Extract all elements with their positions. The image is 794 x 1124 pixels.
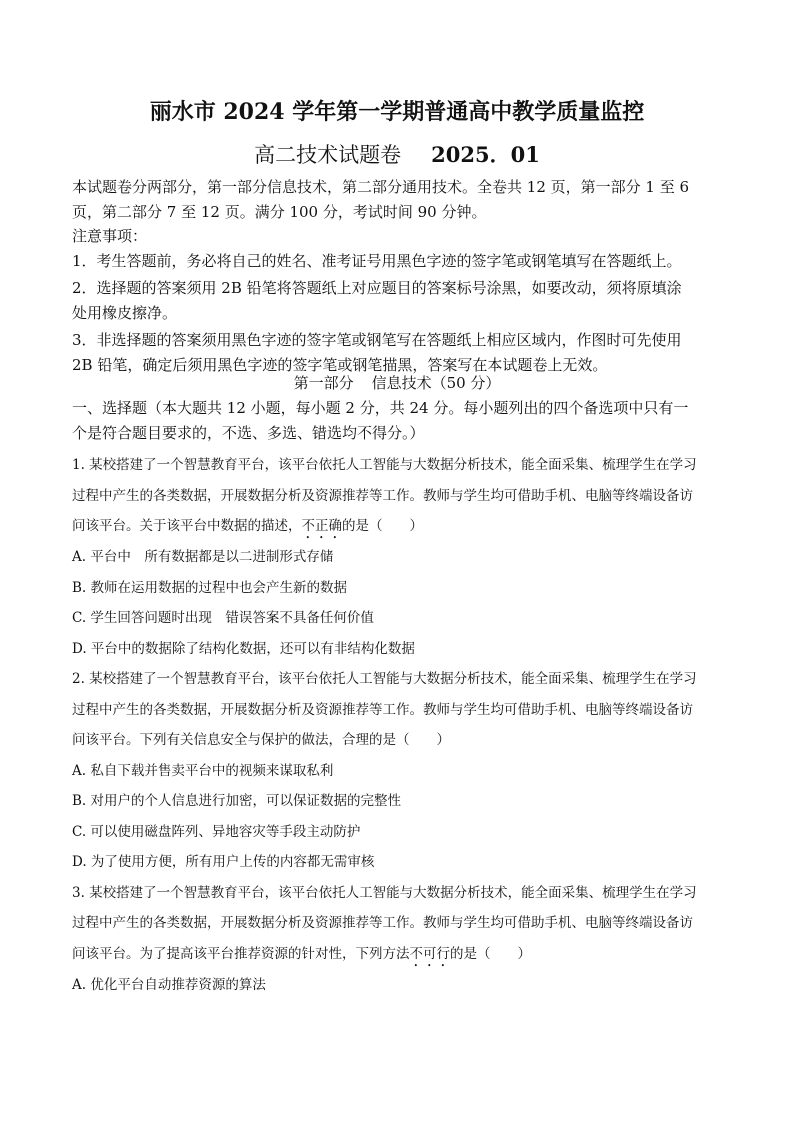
option-d: D. 为了使用方便，所有用户上传的内容都无需审核 (72, 854, 375, 870)
option-b: B. 对用户的个人信息进行加密，可以保证数据的完整性 (72, 793, 402, 809)
intro-line: 本试题卷分两部分，第一部分信息技术，第二部分通用技术。全卷共 12 页，第一部分 1 至 6 (72, 178, 690, 196)
choice-section-intro (72, 396, 724, 446)
question-2 (72, 664, 724, 878)
option-a: A. 优化平台自动推荐资源的算法 (72, 976, 266, 993)
stem-text: 问该平台。为了提高该平台推荐资源的针对性，下列方法 (72, 945, 410, 962)
exam-title: 丽水市 2024 学年第一学期普通高中教学质量监控 (149, 99, 645, 125)
subject-title: 高二技术试题卷 (254, 143, 402, 167)
notice-title: 注意事项： (72, 227, 148, 245)
question-stem: 过程中产生的各类数据，开展数据分析及资源推荐等工作。教师与学生均可借助手机、电脑等终端设备访 (72, 487, 693, 504)
option-a: A. 私自下载并售卖平台中的视频来谋取私利 (72, 762, 334, 779)
option-d: D. 平台中的数据除了结构化数据，还可以有非结构化数据 (72, 640, 415, 657)
notice-rule-2: 2．选择题的答案须用 2B 铅笔将答题纸上对应题目的答案标号涂黑，如要改动，须将原填涂 (72, 279, 682, 297)
question-stem: 问该平台。下列有关信息安全与保护的做法，合理的是（ ） (72, 732, 450, 748)
notice-rule-3: 3．非选择题的答案须用黑色字迹的签字笔或钢笔写在答题纸上相应区域内，作图时可先使用 (72, 331, 682, 349)
exam-instructions (72, 175, 724, 377)
choice-intro-line: 一、选择题（本大题共 12 小题，每小题 2 分，共 24 分。每小题列出的四个备选项中只有一 (72, 399, 689, 417)
question-stem: 2. 某校搭建了一个智慧教育平台，该平台依托人工智能与大数据分析技术，能全面采集、梳理学生在学习 (72, 671, 697, 687)
option-c: C. 可以使用磁盘阵列、异地容灾等手段主动防护 (72, 823, 361, 840)
choice-intro-line: 个是符合题目要求的，不选、多选、错选均不得分。） (72, 424, 425, 442)
exam-date: 2025．01 (431, 142, 540, 167)
question-stem: 过程中产生的各类数据，开展数据分析及资源推荐等工作。教师与学生均可借助手机、电脑等终端设备访 (72, 915, 693, 931)
question-stem (72, 511, 724, 542)
question-stem: 3. 某校搭建了一个智慧教育平台，该平台依托人工智能与大数据分析技术，能全面采集、梳理学生在学习 (72, 884, 697, 901)
question-1 (72, 450, 724, 664)
emphasized-word: 不正确 (301, 518, 342, 534)
section-heading (0, 372, 794, 394)
emphasized-word: 不可行 (409, 945, 450, 962)
stem-text: 的是（ ） (342, 518, 423, 534)
question-list (72, 450, 724, 1000)
section-part: 第一部分 (293, 374, 354, 392)
option-a: A. 平台中 所有数据都是以二进制形式存储 (72, 549, 334, 565)
stem-text: 问该平台。关于该平台中数据的描述， (72, 518, 302, 534)
section-name: 信息技术（50 分） (371, 374, 501, 392)
option-b: B. 教师在运用数据的过程中也会产生新的数据 (72, 579, 348, 596)
notice-rule-2-cont: 处用橡皮擦净。 (72, 303, 178, 322)
question-stem (72, 939, 724, 970)
intro-line: 页，第二部分 7 至 12 页。满分 100 分，考试时间 90 分钟。 (72, 202, 487, 221)
notice-rule-3-cont: 2B 铅笔，确定后须用黑色字迹的签字笔或钢笔描黑，答案写在本试题卷上无效。 (72, 355, 608, 374)
notice-rule-1: 1．考生答题前，务必将自己的姓名、准考证号用黑色字迹的签字笔或钢笔填写在答题纸上。 (72, 251, 682, 270)
question-stem: 1. 某校搭建了一个智慧教育平台，该平台依托人工智能与大数据分析技术，能全面采集、梳理学生在学习 (72, 457, 697, 473)
question-3 (72, 878, 724, 1001)
stem-text: 的是（ ） (450, 945, 531, 962)
question-stem: 过程中产生的各类数据，开展数据分析及资源推荐等工作。教师与学生均可借助手机、电脑等终端设备访 (72, 701, 693, 718)
exam-subtitle (0, 141, 794, 169)
option-c: C. 学生回答问题时出现 错误答案不具备任何价值 (72, 610, 374, 626)
